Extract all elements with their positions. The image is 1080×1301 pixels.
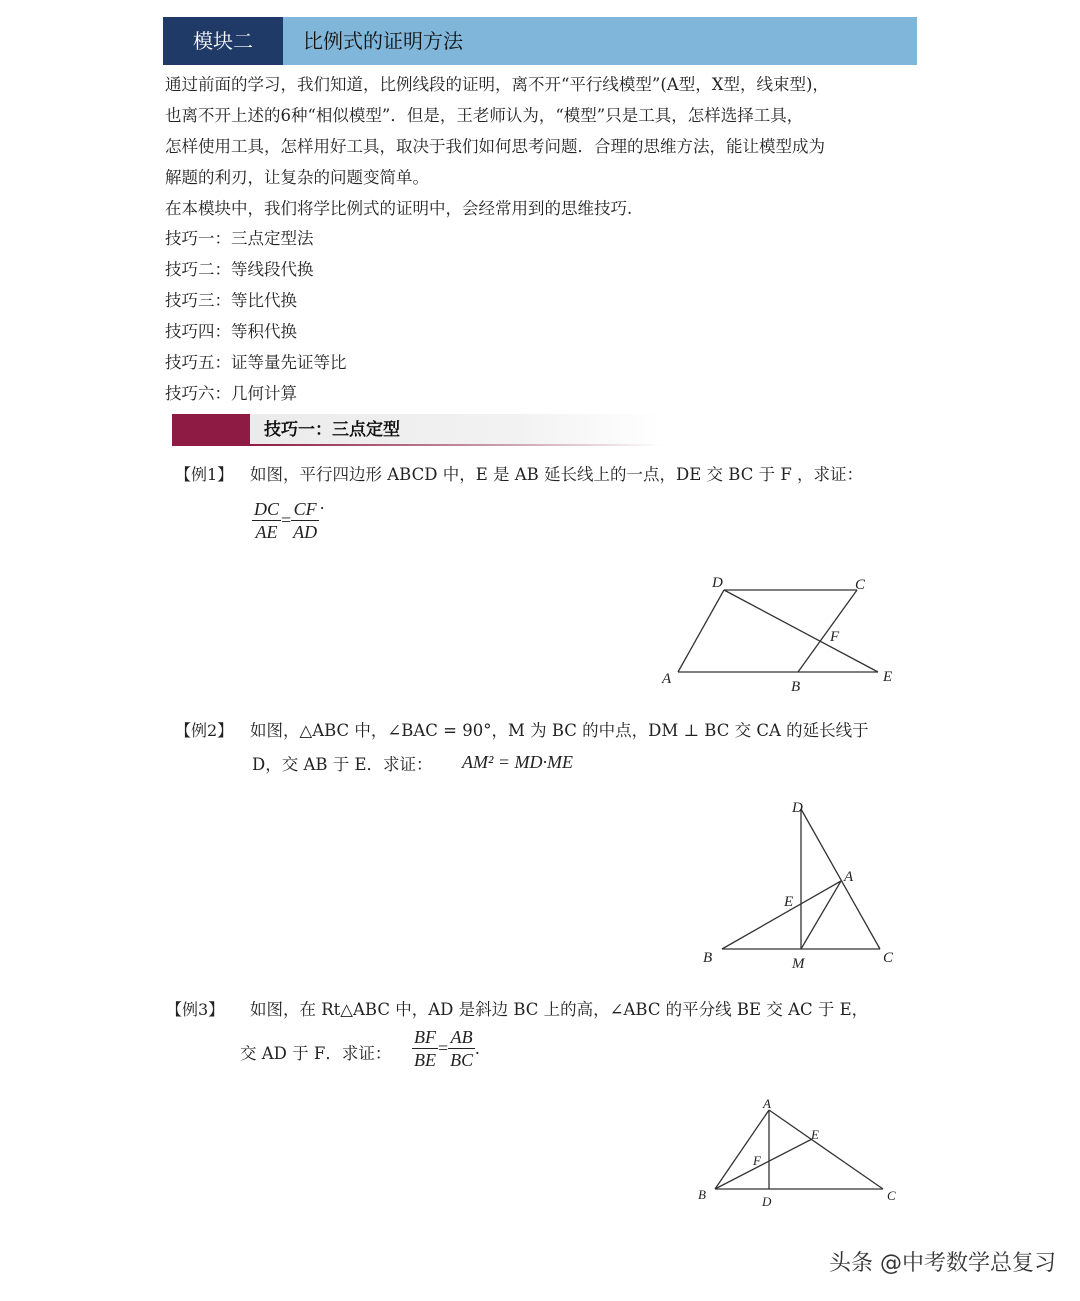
fig2-label-d: D	[792, 800, 803, 816]
intro-line-5: 在本模块中，我们将学比例式的证明中，会经常用到的思维技巧.	[165, 199, 633, 218]
ex3-rhs-den: BC	[450, 1050, 474, 1070]
example-3-text-1: 如图，在 Rt△ABC 中，AD 是斜边 BC 上的高，∠ABC 的平分线 BE 交 AC 于 E，	[250, 1000, 869, 1019]
fig1-label-c: C	[855, 577, 866, 593]
example-1-figure	[650, 565, 910, 695]
fig1-edge-de	[724, 590, 878, 672]
example-3-formula	[412, 1026, 480, 1071]
skill-banner-tag	[172, 414, 250, 446]
fig1-label-e: E	[883, 669, 893, 685]
ex1-rhs-num: CF	[291, 498, 319, 521]
fig2-label-m: M	[792, 956, 805, 972]
ex3-tail: .	[475, 1038, 480, 1058]
skill-item-4: 技巧四：等积代换	[165, 322, 297, 341]
intro-line-2: 也离不开上述的6种“相似模型”．但是，王老师认为，“模型”只是工具，怎样选择工具，	[165, 106, 804, 125]
watermark: 头条 @中考数学总复习	[829, 1251, 1056, 1276]
module-header	[163, 17, 917, 65]
fig3-label-d: D	[762, 1194, 772, 1209]
skill-banner-title: 技巧一：三点定型	[264, 420, 400, 440]
fig2-label-e: E	[784, 894, 794, 910]
ex1-tail: ·	[319, 498, 326, 518]
ex3-lhs-num: BF	[414, 1027, 436, 1047]
fig3-edge-be	[715, 1139, 812, 1189]
example-1-text: 如图，平行四边形 ABCD 中，E 是 AB 延长线上的一点，DE 交 BC 于 F ，求证：	[250, 465, 864, 484]
example-2-figure	[695, 795, 915, 975]
example-1-formula	[252, 498, 325, 543]
skill-item-3: 技巧三：等比代换	[165, 291, 297, 310]
fig2-label-b: B	[703, 950, 713, 966]
skill-item-6: 技巧六：几何计算	[165, 384, 297, 403]
ex1-lhs-den: AE	[255, 522, 278, 542]
intro-line-1: 通过前面的学习，我们知道，比例线段的证明，离不开“平行线模型”(A型，X型，线束型)，	[165, 75, 829, 94]
example-3-tag: 【例3】	[166, 1000, 225, 1019]
example-3-text-2: 交 AD 于 F．求证：	[240, 1044, 392, 1063]
fig2-edge-ma	[801, 881, 841, 949]
example-2-text-2: D，交 AB 于 E．求证：	[252, 755, 433, 774]
skill-item-2: 技巧二：等线段代换	[165, 260, 314, 279]
fig3-edge-ba	[715, 1110, 769, 1189]
fig1-label-a: A	[662, 671, 672, 687]
example-3-figure	[690, 1092, 910, 1217]
module-title: 比例式的证明方法	[303, 29, 463, 53]
fig1-edge-ad	[678, 590, 724, 672]
skill-item-1: 技巧一：三点定型法	[165, 229, 314, 248]
fig1-label-b: B	[791, 679, 801, 695]
fig3-label-e: E	[811, 1127, 819, 1142]
fig2-label-a: A	[844, 869, 854, 885]
fig1-label-f: F	[830, 629, 840, 645]
fig2-edge-ba	[722, 881, 841, 949]
fig2-label-c: C	[883, 950, 894, 966]
skill-banner	[172, 414, 662, 446]
skill-item-5: 技巧五：证等量先证等比	[165, 353, 347, 372]
fig3-label-f: F	[753, 1153, 761, 1168]
ex3-rhs-num: AB	[448, 1026, 475, 1049]
ex1-eq: =	[281, 510, 292, 530]
ex3-eq: =	[438, 1038, 449, 1058]
example-1-tag: 【例1】	[175, 465, 234, 484]
ex3-lhs-den: BE	[414, 1050, 436, 1070]
example-2-formula: AM² = MD·ME	[462, 752, 574, 772]
intro-line-4: 解题的利刃，让复杂的问题变简单。	[165, 168, 429, 187]
ex1-lhs-num: DC	[254, 499, 280, 519]
fig1-edge-cb	[798, 590, 857, 672]
example-2-tag: 【例2】	[175, 721, 234, 740]
module-tag: 模块二	[163, 17, 283, 65]
example-2-text-1: 如图，△ABC 中，∠BAC = 90°，M 为 BC 的中点，DM ⊥ BC 交 CA 的延长线于	[250, 721, 869, 740]
fig3-label-a: A	[763, 1096, 771, 1111]
ex1-rhs-den: AD	[293, 522, 318, 542]
fig1-label-d: D	[712, 575, 723, 591]
fig3-label-c: C	[887, 1188, 896, 1203]
fig3-edge-ac	[769, 1110, 883, 1189]
intro-line-3: 怎样使用工具，怎样用好工具，取决于我们如何思考问题．合理的思维方法，能让模型成为	[165, 137, 825, 156]
fig3-label-b: B	[698, 1187, 706, 1202]
